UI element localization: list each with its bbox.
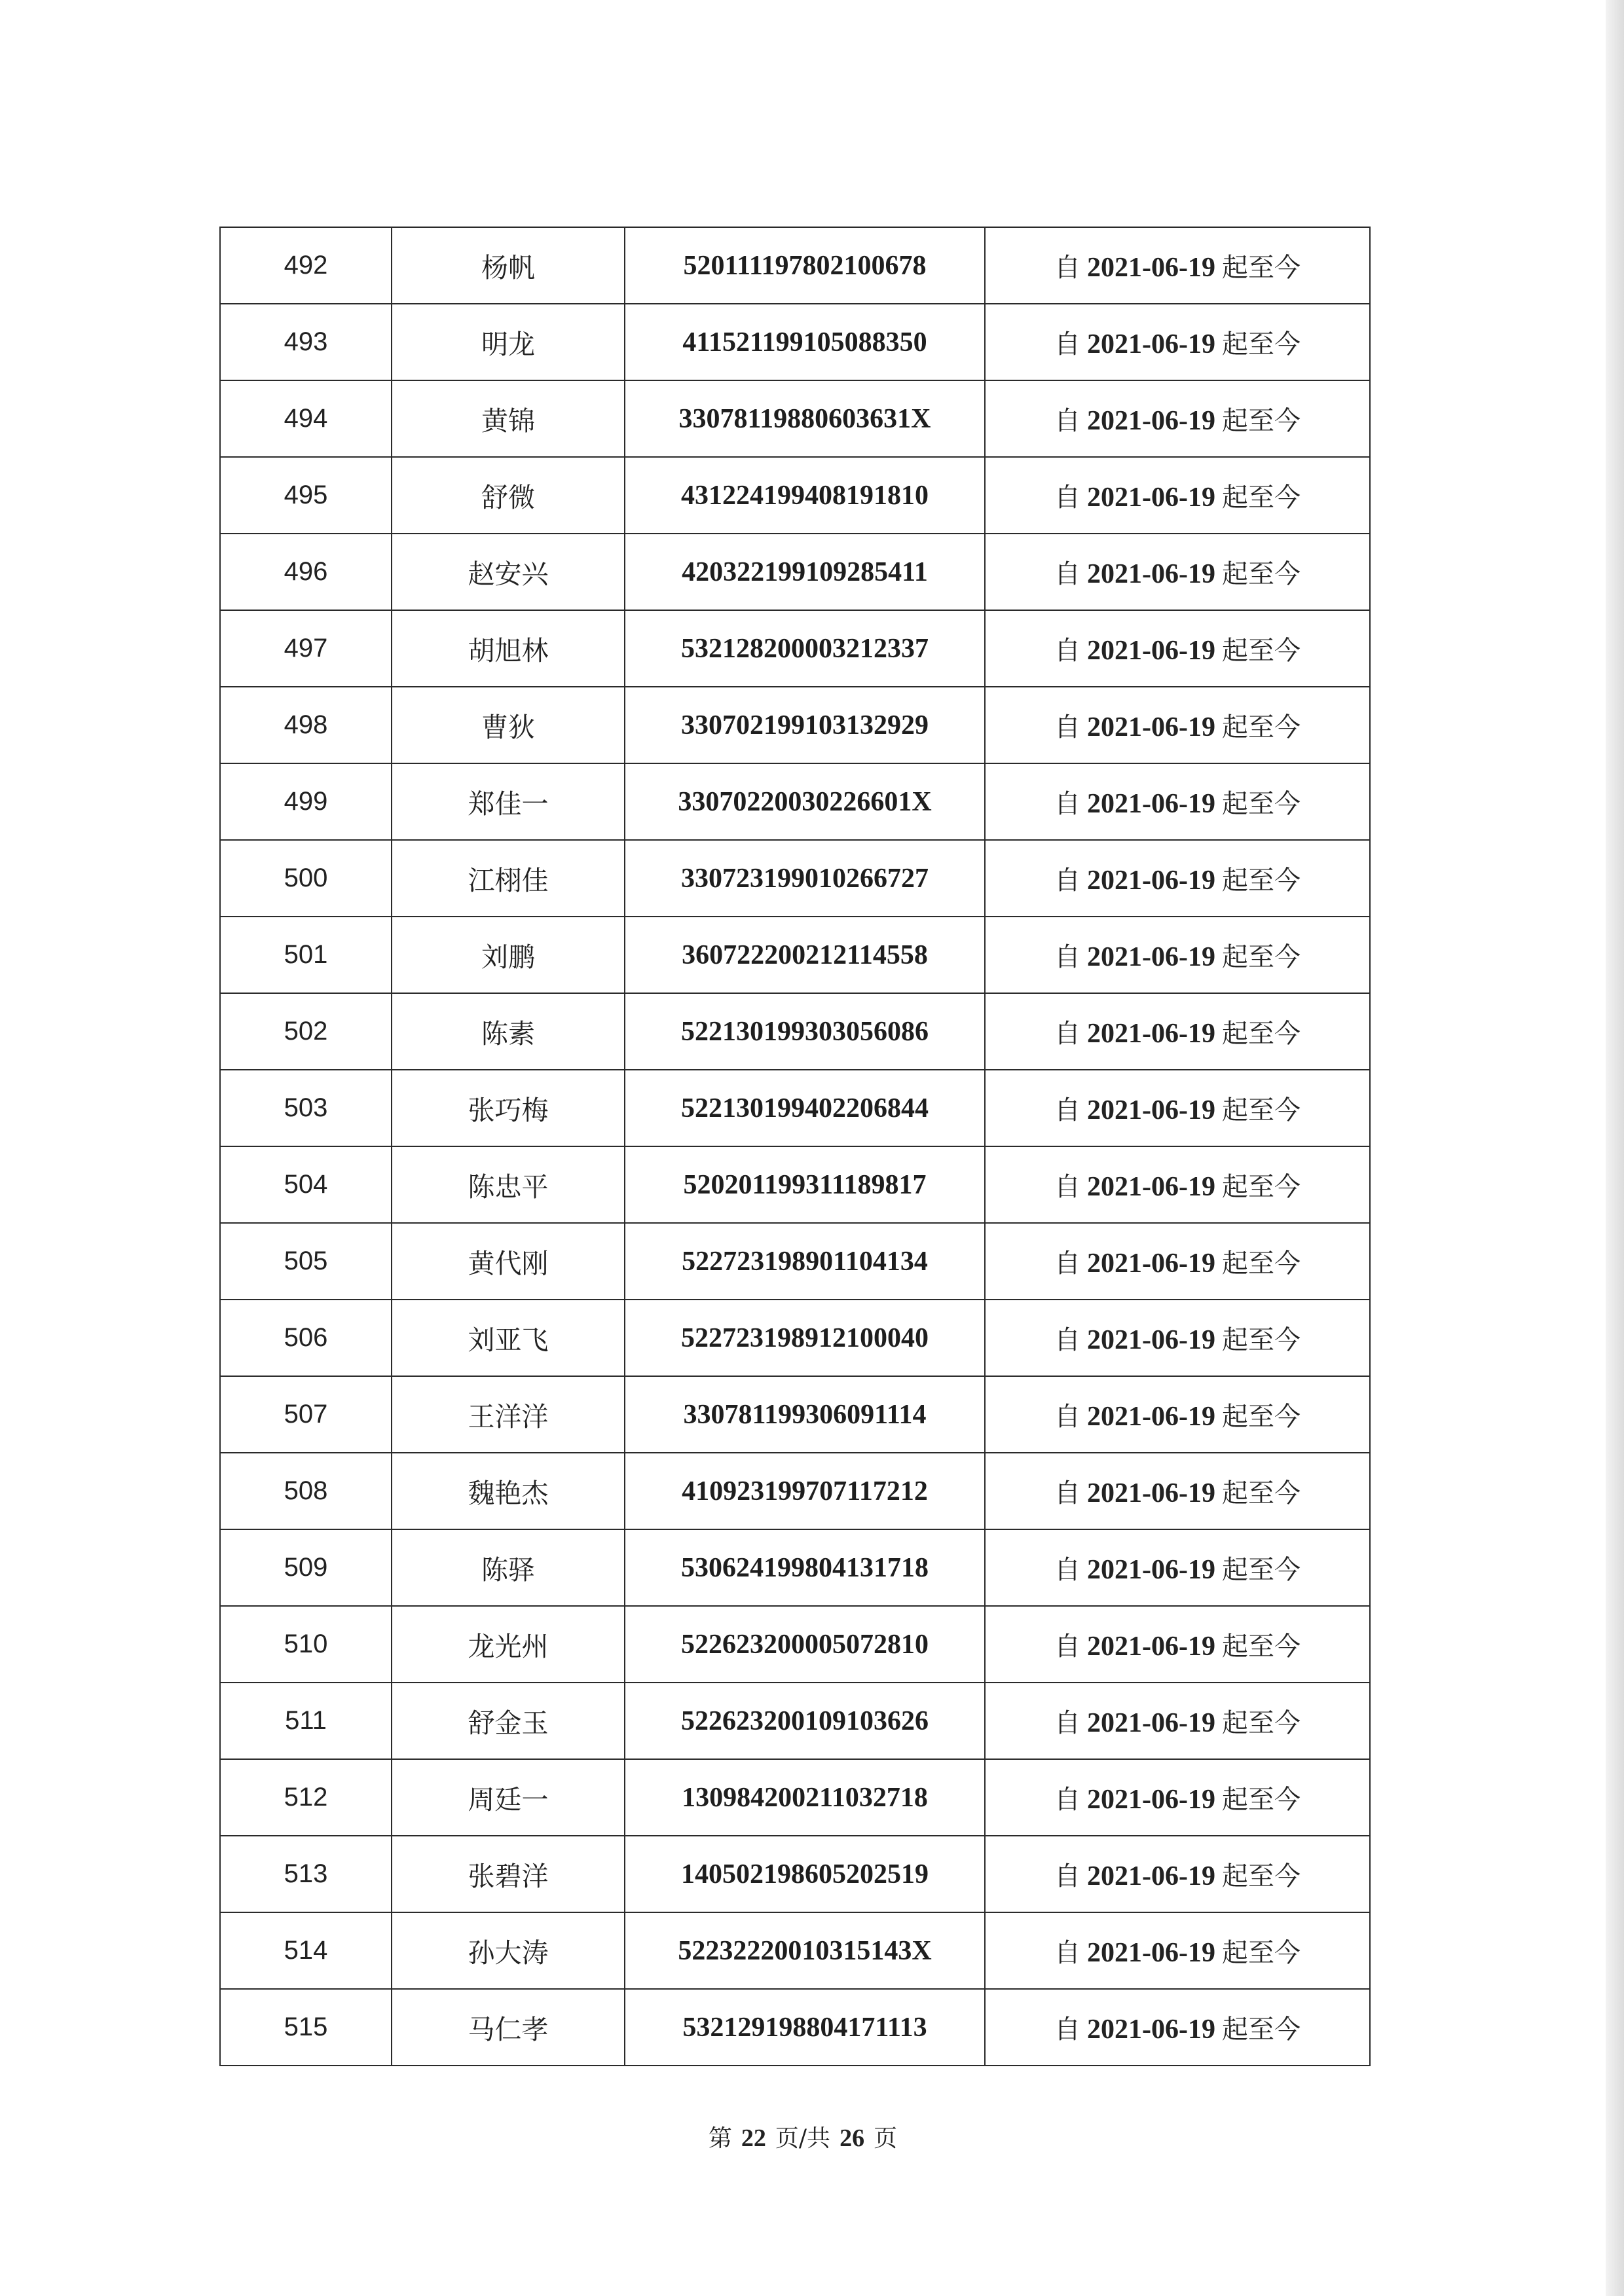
period-prefix: 自 xyxy=(1054,1861,1080,1891)
period-cell xyxy=(985,993,1370,1070)
period-suffix: 起至今 xyxy=(1221,329,1301,359)
period-cell xyxy=(985,763,1370,840)
period-prefix: 自 xyxy=(1054,1631,1080,1662)
person-name: 杨帆 xyxy=(392,227,625,304)
period-cell xyxy=(985,1070,1370,1146)
period-suffix: 起至今 xyxy=(1221,1555,1301,1585)
period-cell xyxy=(985,610,1370,687)
roster-table xyxy=(219,227,1371,2066)
period-suffix: 起至今 xyxy=(1221,483,1301,513)
table-row xyxy=(220,1146,1370,1223)
id-number: 410923199707117212 xyxy=(625,1453,985,1529)
period-cell xyxy=(985,1836,1370,1912)
period-cell xyxy=(985,1300,1370,1376)
period-date: 2021-06-19 xyxy=(1087,942,1215,972)
id-number: 520111197802100678 xyxy=(625,227,985,304)
person-name: 胡旭林 xyxy=(392,610,625,687)
period-date: 2021-06-19 xyxy=(1087,636,1215,666)
person-name: 刘亚飞 xyxy=(392,1300,625,1376)
person-name: 明龙 xyxy=(392,304,625,380)
period-date: 2021-06-19 xyxy=(1087,2014,1215,2045)
id-number: 420322199109285411 xyxy=(625,534,985,610)
table-row xyxy=(220,1759,1370,1836)
id-number: 411521199105088350 xyxy=(625,304,985,380)
current-page-number: 22 xyxy=(741,2124,766,2152)
id-number: 431224199408191810 xyxy=(625,457,985,534)
period-cell xyxy=(985,1759,1370,1836)
table-row xyxy=(220,993,1370,1070)
person-name: 赵安兴 xyxy=(392,534,625,610)
id-number: 33070220030226601X xyxy=(625,763,985,840)
row-number: 503 xyxy=(220,1070,392,1146)
footer-prefix: 第 xyxy=(708,2125,732,2152)
period-prefix: 自 xyxy=(1054,1325,1080,1355)
person-name: 孙大涛 xyxy=(392,1912,625,1989)
table-row xyxy=(220,1300,1370,1376)
table-row xyxy=(220,1070,1370,1146)
person-name: 陈驿 xyxy=(392,1529,625,1606)
period-date: 2021-06-19 xyxy=(1087,1478,1215,1508)
period-prefix: 自 xyxy=(1054,329,1080,359)
table-row xyxy=(220,1223,1370,1300)
period-cell xyxy=(985,1683,1370,1759)
id-number: 522723198912100040 xyxy=(625,1300,985,1376)
period-cell xyxy=(985,227,1370,304)
row-number: 493 xyxy=(220,304,392,380)
person-name: 曹狄 xyxy=(392,687,625,763)
page-edge-shadow xyxy=(1606,0,1624,2296)
period-cell xyxy=(985,1453,1370,1529)
row-number: 502 xyxy=(220,993,392,1070)
id-number: 33078119880603631X xyxy=(625,380,985,457)
period-suffix: 起至今 xyxy=(1221,1708,1301,1738)
page-footer xyxy=(0,2120,1606,2153)
period-suffix: 起至今 xyxy=(1221,253,1301,283)
period-cell xyxy=(985,1223,1370,1300)
period-cell xyxy=(985,457,1370,534)
person-name: 舒金玉 xyxy=(392,1683,625,1759)
table-row xyxy=(220,763,1370,840)
period-cell xyxy=(985,1989,1370,2066)
period-date: 2021-06-19 xyxy=(1087,1708,1215,1738)
row-number: 508 xyxy=(220,1453,392,1529)
id-number: 522130199402206844 xyxy=(625,1070,985,1146)
table-row xyxy=(220,534,1370,610)
period-date: 2021-06-19 xyxy=(1087,1938,1215,1968)
row-number: 499 xyxy=(220,763,392,840)
id-number: 520201199311189817 xyxy=(625,1146,985,1223)
table-row xyxy=(220,1606,1370,1683)
row-number: 495 xyxy=(220,457,392,534)
period-date: 2021-06-19 xyxy=(1087,559,1215,589)
table-row xyxy=(220,457,1370,534)
person-name: 王洋洋 xyxy=(392,1376,625,1453)
total-page-count: 26 xyxy=(840,2124,865,2152)
row-number: 498 xyxy=(220,687,392,763)
period-cell xyxy=(985,687,1370,763)
id-number: 52232220010315143X xyxy=(625,1912,985,1989)
table-row xyxy=(220,1376,1370,1453)
period-suffix: 起至今 xyxy=(1221,942,1301,972)
row-number: 496 xyxy=(220,534,392,610)
table-row xyxy=(220,380,1370,457)
period-cell xyxy=(985,1146,1370,1223)
table-row xyxy=(220,687,1370,763)
table-row xyxy=(220,227,1370,304)
period-date: 2021-06-19 xyxy=(1087,866,1215,896)
period-prefix: 自 xyxy=(1054,1555,1080,1585)
period-prefix: 自 xyxy=(1054,712,1080,742)
person-name: 江栩佳 xyxy=(392,840,625,917)
person-name: 马仁孝 xyxy=(392,1989,625,2066)
period-suffix: 起至今 xyxy=(1221,1785,1301,1815)
id-number: 330723199010266727 xyxy=(625,840,985,917)
period-suffix: 起至今 xyxy=(1221,406,1301,436)
table-row xyxy=(220,304,1370,380)
table-row xyxy=(220,1836,1370,1912)
period-prefix: 自 xyxy=(1054,1708,1080,1738)
period-date: 2021-06-19 xyxy=(1087,1325,1215,1355)
period-suffix: 起至今 xyxy=(1221,2014,1301,2045)
period-date: 2021-06-19 xyxy=(1087,406,1215,436)
row-number: 510 xyxy=(220,1606,392,1683)
footer-middle: 页/共 xyxy=(775,2125,831,2152)
person-name: 黄代刚 xyxy=(392,1223,625,1300)
id-number: 360722200212114558 xyxy=(625,917,985,993)
id-number: 522623200109103626 xyxy=(625,1683,985,1759)
period-cell xyxy=(985,1529,1370,1606)
period-suffix: 起至今 xyxy=(1221,1019,1301,1049)
row-number: 497 xyxy=(220,610,392,687)
person-name: 陈素 xyxy=(392,993,625,1070)
period-prefix: 自 xyxy=(1054,1402,1080,1432)
id-number: 532129198804171113 xyxy=(625,1989,985,2066)
period-suffix: 起至今 xyxy=(1221,1861,1301,1891)
id-number: 522723198901104134 xyxy=(625,1223,985,1300)
table-row xyxy=(220,1912,1370,1989)
row-number: 494 xyxy=(220,380,392,457)
period-suffix: 起至今 xyxy=(1221,559,1301,589)
table-row xyxy=(220,917,1370,993)
period-cell xyxy=(985,304,1370,380)
table-row xyxy=(220,840,1370,917)
period-date: 2021-06-19 xyxy=(1087,253,1215,283)
table-row xyxy=(220,610,1370,687)
period-date: 2021-06-19 xyxy=(1087,483,1215,513)
period-date: 2021-06-19 xyxy=(1087,1861,1215,1891)
period-suffix: 起至今 xyxy=(1221,712,1301,742)
period-date: 2021-06-19 xyxy=(1087,1172,1215,1202)
person-name: 郑佳一 xyxy=(392,763,625,840)
period-cell xyxy=(985,1376,1370,1453)
period-prefix: 自 xyxy=(1054,1785,1080,1815)
person-name: 舒微 xyxy=(392,457,625,534)
id-number: 522130199303056086 xyxy=(625,993,985,1070)
period-suffix: 起至今 xyxy=(1221,1402,1301,1432)
row-number: 500 xyxy=(220,840,392,917)
person-name: 魏艳杰 xyxy=(392,1453,625,1529)
period-prefix: 自 xyxy=(1054,942,1080,972)
period-prefix: 自 xyxy=(1054,636,1080,666)
row-number: 512 xyxy=(220,1759,392,1836)
period-prefix: 自 xyxy=(1054,2014,1080,2045)
footer-suffix: 页 xyxy=(874,2125,898,2152)
person-name: 张巧梅 xyxy=(392,1070,625,1146)
row-number: 504 xyxy=(220,1146,392,1223)
period-date: 2021-06-19 xyxy=(1087,712,1215,742)
period-date: 2021-06-19 xyxy=(1087,1402,1215,1432)
period-prefix: 自 xyxy=(1054,1478,1080,1508)
person-name: 陈忠平 xyxy=(392,1146,625,1223)
table-row xyxy=(220,1989,1370,2066)
id-number: 140502198605202519 xyxy=(625,1836,985,1912)
period-cell xyxy=(985,380,1370,457)
period-cell xyxy=(985,1912,1370,1989)
period-prefix: 自 xyxy=(1054,1938,1080,1968)
period-date: 2021-06-19 xyxy=(1087,1095,1215,1125)
period-cell xyxy=(985,840,1370,917)
period-date: 2021-06-19 xyxy=(1087,1555,1215,1585)
period-suffix: 起至今 xyxy=(1221,1172,1301,1202)
table-row xyxy=(220,1529,1370,1606)
row-number: 513 xyxy=(220,1836,392,1912)
row-number: 515 xyxy=(220,1989,392,2066)
period-suffix: 起至今 xyxy=(1221,1938,1301,1968)
period-suffix: 起至今 xyxy=(1221,1631,1301,1662)
period-suffix: 起至今 xyxy=(1221,636,1301,666)
period-prefix: 自 xyxy=(1054,559,1080,589)
row-number: 505 xyxy=(220,1223,392,1300)
period-date: 2021-06-19 xyxy=(1087,789,1215,819)
period-suffix: 起至今 xyxy=(1221,1248,1301,1279)
person-name: 龙光州 xyxy=(392,1606,625,1683)
table-row xyxy=(220,1453,1370,1529)
period-cell xyxy=(985,917,1370,993)
person-name: 周廷一 xyxy=(392,1759,625,1836)
period-prefix: 自 xyxy=(1054,866,1080,896)
period-cell xyxy=(985,1606,1370,1683)
period-suffix: 起至今 xyxy=(1221,1325,1301,1355)
period-prefix: 自 xyxy=(1054,1172,1080,1202)
period-suffix: 起至今 xyxy=(1221,789,1301,819)
row-number: 501 xyxy=(220,917,392,993)
period-suffix: 起至今 xyxy=(1221,866,1301,896)
period-date: 2021-06-19 xyxy=(1087,1248,1215,1279)
row-number: 507 xyxy=(220,1376,392,1453)
row-number: 511 xyxy=(220,1683,392,1759)
id-number: 330702199103132929 xyxy=(625,687,985,763)
period-date: 2021-06-19 xyxy=(1087,1019,1215,1049)
person-name: 黄锦 xyxy=(392,380,625,457)
id-number: 330781199306091114 xyxy=(625,1376,985,1453)
period-prefix: 自 xyxy=(1054,406,1080,436)
table-row xyxy=(220,1683,1370,1759)
period-date: 2021-06-19 xyxy=(1087,1631,1215,1662)
roster-table-body xyxy=(220,227,1370,2066)
period-prefix: 自 xyxy=(1054,1095,1080,1125)
row-number: 506 xyxy=(220,1300,392,1376)
id-number: 522623200005072810 xyxy=(625,1606,985,1683)
id-number: 130984200211032718 xyxy=(625,1759,985,1836)
period-prefix: 自 xyxy=(1054,789,1080,819)
row-number: 492 xyxy=(220,227,392,304)
period-prefix: 自 xyxy=(1054,1248,1080,1279)
period-date: 2021-06-19 xyxy=(1087,329,1215,359)
period-suffix: 起至今 xyxy=(1221,1095,1301,1125)
id-number: 532128200003212337 xyxy=(625,610,985,687)
period-cell xyxy=(985,534,1370,610)
period-prefix: 自 xyxy=(1054,483,1080,513)
roster-table-container xyxy=(219,227,1369,2066)
period-suffix: 起至今 xyxy=(1221,1478,1301,1508)
person-name: 张碧洋 xyxy=(392,1836,625,1912)
period-date: 2021-06-19 xyxy=(1087,1785,1215,1815)
person-name: 刘鹏 xyxy=(392,917,625,993)
period-prefix: 自 xyxy=(1054,253,1080,283)
row-number: 509 xyxy=(220,1529,392,1606)
row-number: 514 xyxy=(220,1912,392,1989)
id-number: 530624199804131718 xyxy=(625,1529,985,1606)
period-prefix: 自 xyxy=(1054,1019,1080,1049)
